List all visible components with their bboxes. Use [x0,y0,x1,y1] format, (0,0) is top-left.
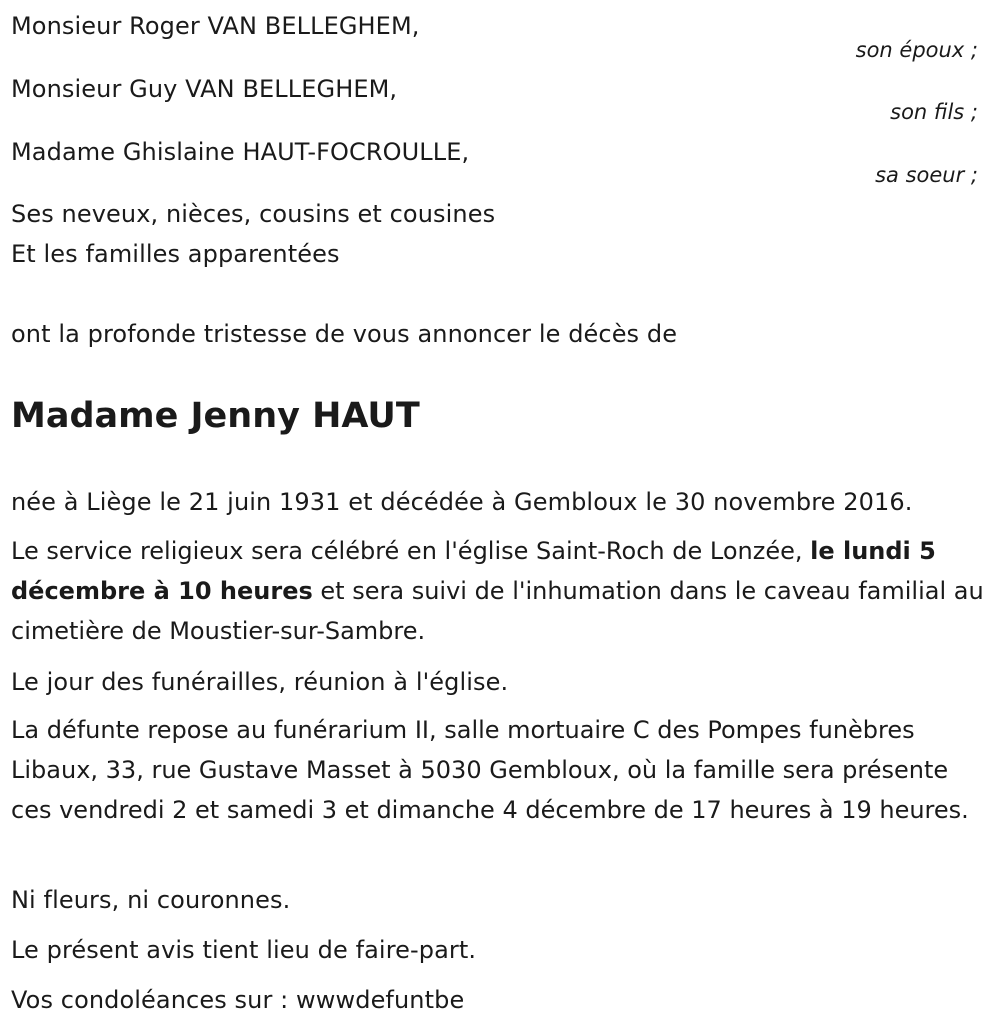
flowers-text: Ni fleurs, ni couronnes. [11,886,291,914]
service-paragraph [11,531,986,651]
announcement-text: ont la profonde tristesse de vous annoncer le décès de [11,320,678,348]
birth-death-text: née à Liège le 21 juin 1931 et décédée à Gembloux le 30 novembre 2016. [11,488,913,516]
condolences-text: Vos condoléances sur : wwwdefuntbe [11,986,465,1014]
deceased-name: Madame Jenny HAUT [11,396,420,436]
family-member-name: Monsieur Roger VAN BELLEGHEM, [11,12,420,40]
family-member-role: son époux ; [855,38,978,62]
funerarium-paragraph: La défunte repose au funérarium II, salle mortuaire C des Pompes funèbres Libaux, 33, rue Gustave Masset à 5030 Gembloux, où la famille sera présente ces vendredi 2 et samedi 3 et dimanche 4 décembre de 17 heures à 19 heures. [11,716,969,824]
family-member-role: sa soeur ; [875,163,978,187]
family-member-name: Madame Ghislaine HAUT-FOCROULLE, [11,138,470,166]
service-date: le lundi 5 décembre à 10 heures [11,537,936,605]
family-member-role: son fils ; [890,100,978,124]
relatives-line: Ses neveux, nièces, cousins et cousines [11,200,496,228]
relatives-line: Et les familles apparentées [11,240,340,268]
family-member-name: Monsieur Guy VAN BELLEGHEM, [11,75,398,103]
meeting-text: Le jour des funérailles, réunion à l'église. [11,668,509,696]
service-intro: Le service religieux sera célébré en l'église Saint-Roch de Lonzée, [11,537,811,565]
service-outro: et sera suivi de l'inhumation dans le caveau familial au cimetière de Moustier-sur-Sambre. [11,577,984,645]
notice-text: Le présent avis tient lieu de faire-part. [11,936,477,964]
